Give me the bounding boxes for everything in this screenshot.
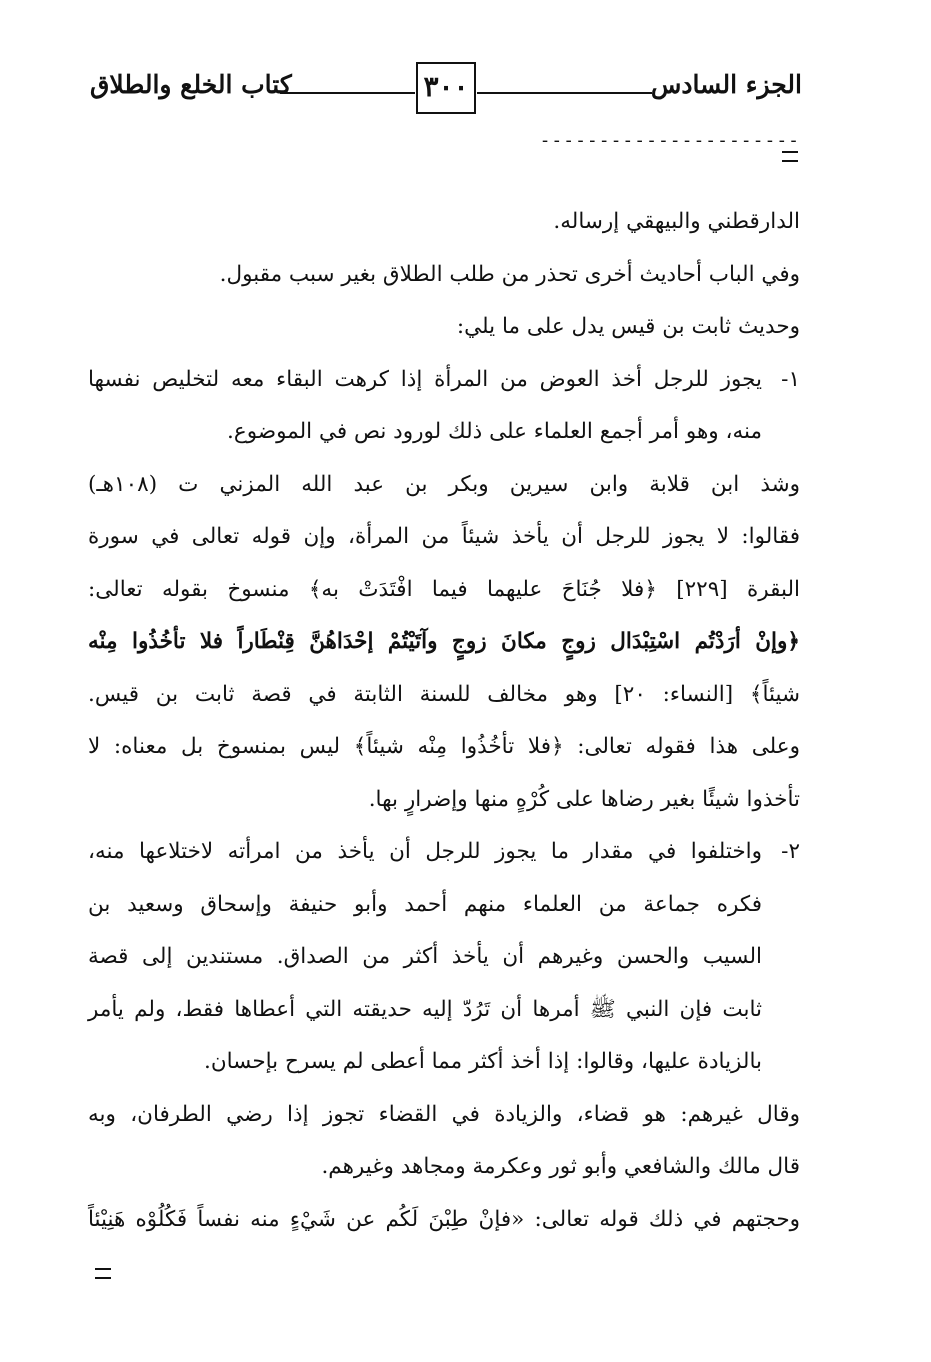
line-text: السيب والحسن وغيرهم أن يأخذ أكثر من الصداق. مستندين إلى قصة [88,944,762,969]
list-number: ٢- [781,839,800,864]
page-number-box: ٣٠٠ [416,62,476,114]
text-line [88,721,800,774]
line-text: شيئاً﴾ [النساء: ٢٠] وهو مخالف للسنة الثابتة في قصة ثابت بن قيس. [88,681,800,707]
line-text: وقال غيرهم: هو قضاء، والزيادة في القضاء تجوز إذا رضي الطرفان، وبه [88,1101,800,1127]
line-text: وشذ ابن قلابة وابن سيرين وبكر بن عبد الله المزني ت (١٠٨هـ) [88,471,800,497]
line-text: وحديث ثابت بن قيس يدل على ما يلي: [456,314,800,339]
text-line [88,1141,800,1194]
text-line [88,511,800,564]
text-line [88,354,800,407]
line-text: وحجتهم في ذلك قوله تعالى: «فإنْ طِبْنَ لَكُم عن شَيْءٍ منه نفساً فَكُلُوْه هَنِيْئاً [88,1206,800,1232]
text-line [88,564,800,617]
list-number: ١- [781,366,800,392]
text-line [88,406,800,459]
text-line [88,774,800,827]
text-line [88,249,800,302]
text-line [88,1036,800,1089]
line-text: فقالوا: لا يجوز للرجل أن يأخذ شيئاً من المرأة، وإن قوله تعالى في سورة [88,524,800,549]
line-text: وعلى هذا فقوله تعالى: ﴿فلا تأخُذُوا مِنْه شيئاً﴾ ليس بمنسوخ بل معناه: لا [88,734,800,759]
line-text: قال مالك والشافعي وأبو ثور وعكرمة ومجاهد وغيرهم. [321,1154,800,1179]
text-line [88,826,800,879]
line-text: فكره جماعة من العلماء منهم أحمد وأبو حنيفة وإسحاق وسعيد بن [88,891,762,917]
text-line [88,984,800,1037]
header-rule-left [280,92,415,94]
line-text: ﴿وإنْ أرَدْتُم اسْتِبْدَال زوجٍ مكانَ زوجٍ وآتَيْتُمْ إحْدَاهُنَّ قِنْطَاراً فلا تأخُذُوا مِنْه [88,629,800,654]
text-line [88,931,800,984]
line-text: منه، وهو أمر أجمع العلماء على ذلك لورود نص في الموضوع. [227,419,762,444]
line-text: بالزيادة عليها، وقالوا: إذا أخذ أكثر مما أعطى لم يسرح بإحسان. [203,1049,762,1074]
double-bar-mark-bottom [95,1268,111,1279]
page-body-text [88,196,800,1246]
text-line [88,879,800,932]
line-text: وفي الباب أحاديث أخرى تحذر من طلب الطلاق بغير سبب مقبول. [219,261,800,287]
book-title: كتاب الخلع والطلاق [90,70,292,99]
line-text: ثابت فإن النبي ﷺ أمرها أن تَرُدّ إليه حديقته التي أعطاها فقط، ولم يأمر [88,996,762,1022]
part-title: الجزء السادس [650,70,802,99]
double-bar-mark-top [782,151,798,162]
line-text: الدارقطني والبيهقي إرساله. [553,209,800,234]
text-line [88,669,800,722]
text-line [88,1089,800,1142]
line-text: واختلفوا في مقدار ما يجوز للرجل أن يأخذ من امرأته لاختلاعها منه، [88,839,762,864]
text-line [88,459,800,512]
text-line [88,616,800,669]
line-text: البقرة [٢٢٩] ﴿فلا جُنَاحَ عليهما فيما افْتَدَتْ به﴾ منسوخ بقوله تعالى: [88,576,800,602]
dashed-separator: ---------------------- [539,130,800,151]
header-rule-right [477,92,652,94]
text-line [88,301,800,354]
text-line [88,196,800,249]
page-header [90,62,802,118]
line-text: يجوز للرجل أخذ العوض من المرأة إذا كرهت البقاء معه لتخليص نفسها [88,366,762,392]
text-line [88,1194,800,1247]
line-text: تأخذوا شيئًا بغير رضاها على كُرْهٍ منها وإضرارٍ بها. [368,786,800,812]
